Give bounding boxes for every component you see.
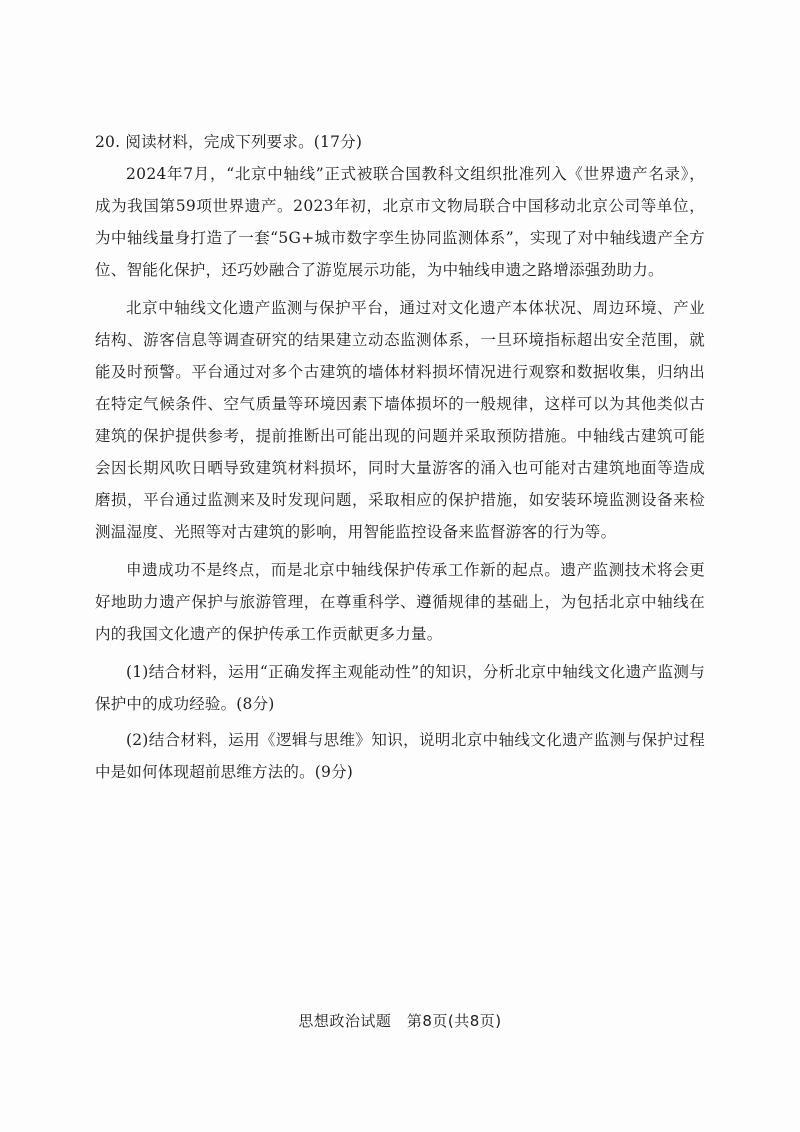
material-paragraph-3: 申遗成功不是终点，而是北京中轴线保护传承工作新的起点。遗产监测技术将会更好地助力遗产保护与旅游管理，在尊重科学、遵循规律的基础上，为包括北京中轴线在内的我国文化遗产的保护传承工作贡献更多力量。 xyxy=(95,561,705,643)
sub-question-2: (2)结合材料，运用《逻辑与思维》知识，说明北京中轴线文化遗产监测与保护过程中是如何体现超前思维方法的。(9分) xyxy=(95,731,705,781)
question-block xyxy=(95,126,705,792)
page-footer: 思想政治试题 第8页(共8页) xyxy=(298,1012,502,1030)
material-paragraph-1: 2024年7月，“北京中轴线”正式被联合国教科文组织批准列入《世界遗产名录》，成为我国第59项世界遗产。2023年初，北京市文物局联合中国移动北京公司等单位，为中轴线量身打造了一套“5G+城市数字孪生协同监测体系”，实现了对中轴线遗产全方位、智能化保护，还巧妙融合了游览展示功能，为中轴线申遗之路增添强劲助力。 xyxy=(95,165,705,279)
material-paragraph-2: 北京中轴线文化遗产监测与保护平台，通过对文化遗产本体状况、周边环境、产业结构、游客信息等调查研究的结果建立动态监测体系，一旦环境指标超出安全范围，就能及时预警。平台通过对多个古建筑的墙体材料损坏情况进行观察和数据收集，归纳出在特定气候条件、空气质量等环境因素下墙体损坏的一般规律，这样可以为其他类似古建筑的保护提供参考，提前推断出可能出现的问题并采取预防措施。中轴线古建筑可能会因长期风吹日晒导致建筑材料损坏，同时大量游客的涌入也可能对古建筑地面等造成磨损，平台通过监测来及时发现问题，采取相应的保护措施，如安装环境监测设备来检测温湿度、光照等对古建筑的影响，用智能监控设备来监督游客的行为等。 xyxy=(95,299,705,541)
sub-question-1: (1)结合材料，运用“正确发挥主观能动性”的知识，分析北京中轴线文化遗产监测与保护中的成功经验。(8分) xyxy=(95,663,705,713)
question-header: 20. 阅读材料，完成下列要求。(17分) xyxy=(95,133,363,151)
